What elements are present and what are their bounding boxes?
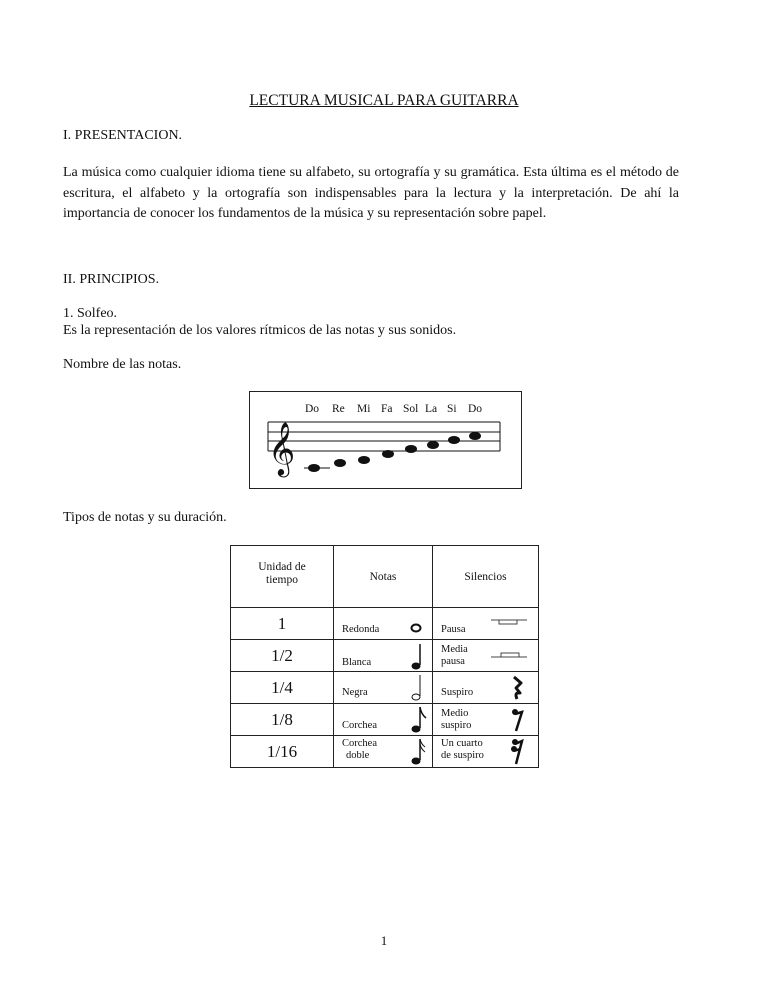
note-name: Do: [305, 403, 320, 415]
note-name: Do: [468, 403, 483, 415]
unit-cell: 1/2: [231, 640, 334, 672]
note-durations-table: [230, 545, 539, 768]
staff-notes-svg: [260, 410, 510, 480]
unit-cell: 1/8: [231, 704, 334, 736]
unit-cell: 1: [231, 608, 334, 640]
sixteenth-rest-icon: [511, 738, 525, 766]
table-row: [231, 736, 539, 768]
half-note-icon: [410, 674, 424, 702]
half-rest-icon: [491, 652, 531, 662]
quarter-note-icon: [410, 643, 424, 671]
table-header-row: [231, 546, 539, 608]
rest-cell: Pausa: [433, 608, 539, 640]
page-number: 1: [380, 933, 388, 948]
header-rests: Silencios: [433, 546, 539, 608]
whole-rest-icon: [491, 618, 531, 628]
document-title: LECTURA MUSICAL PARA GUITARRA: [249, 92, 519, 109]
durations-label: Tipos de notas y su duración.: [63, 510, 227, 525]
note-name: Sol: [403, 403, 419, 415]
note-name: Re: [332, 403, 345, 415]
table-row: [231, 704, 539, 736]
eighth-rest-icon: [511, 707, 525, 733]
note-name: La: [425, 403, 438, 415]
rest-cell: Suspiro: [433, 672, 539, 704]
rest-cell: Un cuarto de suspiro: [433, 736, 539, 768]
presentation-paragraph: La música como cualquier idioma tiene su alfabeto, su ortografía y su gramática. Esta última es el método de escritura, el alfabeto y la ortografía son indispensables para la lectura y la interpretación. De ahí la importancia de conocer los fundamentos de la música y su representación sobre papel.: [63, 165, 679, 221]
table-row: [231, 608, 539, 640]
header-notes: Notas: [334, 546, 433, 608]
notes-label: Nombre de las notas.: [63, 357, 182, 372]
note-cell: Corchea: [334, 704, 433, 736]
note-cell: Blanca: [334, 640, 433, 672]
header-unit: Unidad de tiempo: [231, 546, 334, 608]
unit-cell: 1/16: [231, 736, 334, 768]
whole-note-icon: [410, 623, 422, 633]
table-row: [231, 672, 539, 704]
note-cell: Negra: [334, 672, 433, 704]
table-row: [231, 640, 539, 672]
solfeo-definition: Es la representación de los valores rítmicos de las notas y sus sonidos.: [63, 323, 457, 338]
subheading-solfeo: 1. Solfeo.: [63, 306, 118, 321]
note-cell: Redonda: [334, 608, 433, 640]
rest-cell: Medio suspiro: [433, 704, 539, 736]
note-name: Fa: [381, 403, 393, 415]
section-heading-principios: II. PRINCIPIOS.: [63, 272, 160, 287]
note-cell: Corchea doble: [334, 736, 433, 768]
unit-cell: 1/4: [231, 672, 334, 704]
eighth-note-icon: [410, 706, 428, 734]
sixteenth-note-icon: [410, 738, 428, 766]
rest-cell: Media pausa: [433, 640, 539, 672]
quarter-rest-icon: [509, 675, 525, 701]
treble-clef-icon: 𝄞: [268, 421, 296, 475]
note-name: Si: [447, 403, 457, 415]
note-name: Mi: [357, 403, 371, 415]
section-heading-presentacion: I. PRESENTACION.: [63, 128, 183, 143]
